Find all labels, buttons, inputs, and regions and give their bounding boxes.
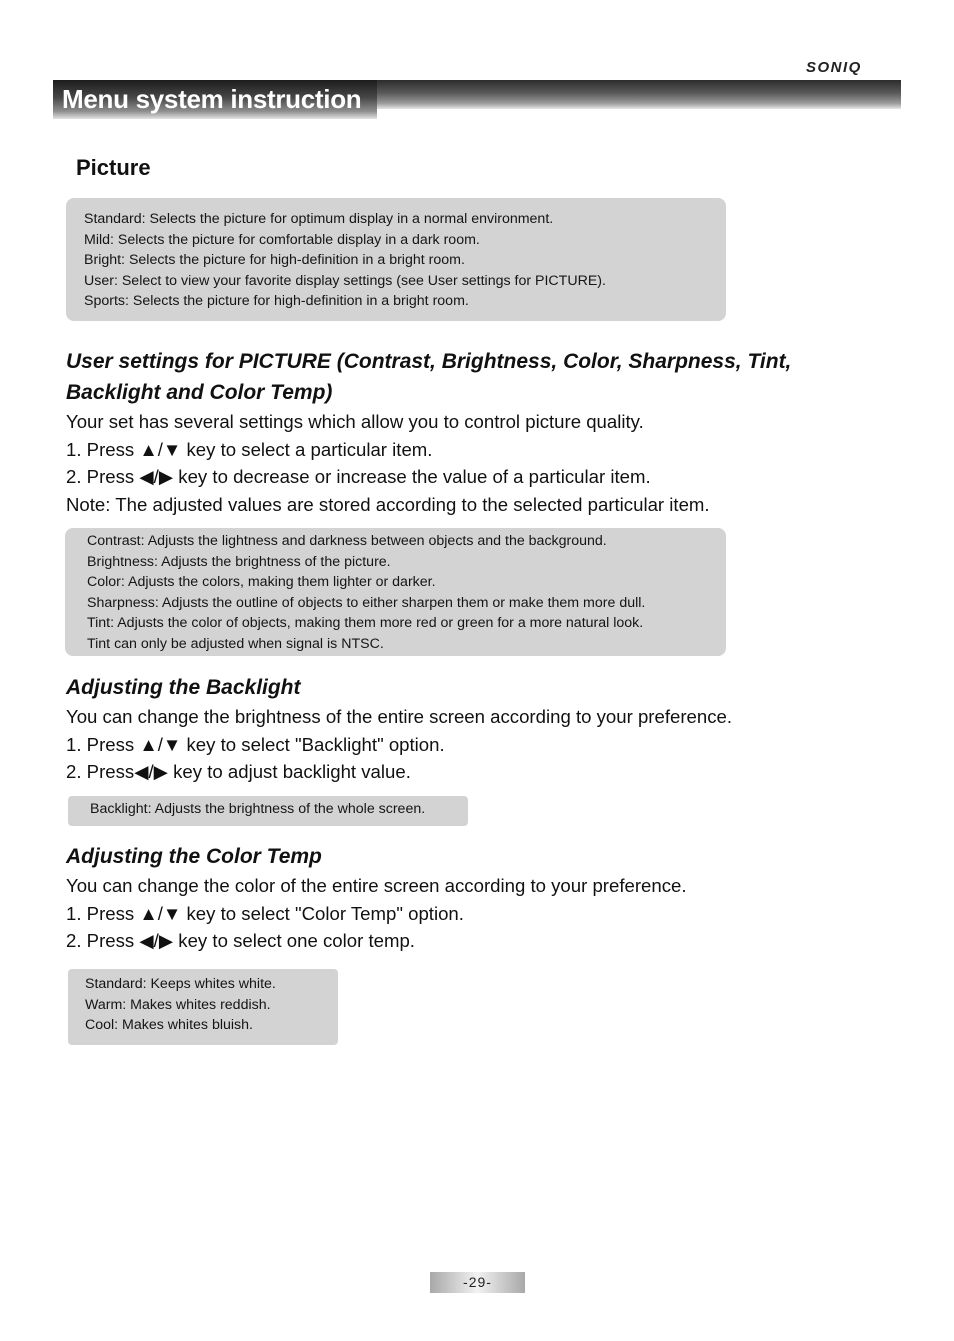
- setting-brightness: Brightness: Adjusts the brightness of the picture.: [87, 553, 391, 570]
- backlight-heading: Adjusting the Backlight: [66, 676, 301, 699]
- user-settings-step-1: 1. Press ▲/▼ key to select a particular item.: [66, 438, 433, 460]
- user-settings-intro: Your set has several settings which allow you to control picture quality.: [66, 411, 644, 432]
- user-settings-body: [66, 408, 710, 518]
- color-temp-intro: You can change the color of the entire screen according to your preference.: [66, 875, 687, 896]
- backlight-intro: You can change the brightness of the entire screen according to your preference.: [66, 706, 733, 727]
- backlight-step-2: 2. Press◀/▶ key to adjust backlight value.: [66, 761, 411, 782]
- setting-tint-note: Tint can only be adjusted when signal is NTSC.: [87, 635, 384, 652]
- user-settings-step-2: 2. Press ◀/▶ key to decrease or increase the value of a particular item.: [66, 466, 651, 487]
- page-number: -29-: [430, 1272, 525, 1293]
- backlight-body: [66, 703, 732, 786]
- picture-mode-user: User: Select to view your favorite display settings (see User settings for PICTURE).: [84, 272, 606, 289]
- picture-mode-bright: Bright: Selects the picture for high-definition in a bright room.: [84, 252, 465, 269]
- backlight-box: [68, 796, 468, 826]
- color-temp-warm: Warm: Makes whites reddish.: [85, 996, 271, 1013]
- brand-logo: SONIQ: [806, 59, 862, 76]
- color-temp-box: [68, 969, 338, 1045]
- setting-contrast: Contrast: Adjusts the lightness and darkness between objects and the background.: [87, 533, 607, 549]
- backlight-description: Backlight: Adjusts the brightness of the whole screen.: [90, 801, 426, 817]
- color-temp-standard: Standard: Keeps whites white.: [85, 976, 276, 992]
- user-settings-heading-line2: Backlight and Color Temp): [66, 381, 333, 404]
- color-temp-heading: Adjusting the Color Temp: [66, 845, 322, 868]
- color-temp-cool: Cool: Makes whites bluish.: [85, 1017, 253, 1034]
- setting-color: Color: Adjusts the colors, making them lighter or darker.: [87, 574, 436, 591]
- setting-sharpness: Sharpness: Adjusts the outline of objects to either sharpen them or make them more dull.: [87, 594, 646, 611]
- user-settings-heading-line1: User settings for PICTURE (Contrast, Brightness, Color, Sharpness, Tint,: [66, 350, 792, 373]
- backlight-step-1: 1. Press ▲/▼ key to select "Backlight" option.: [66, 733, 445, 755]
- page-title: Menu system instruction: [62, 84, 362, 114]
- setting-tint: Tint: Adjusts the color of objects, making them more red or green for a more natural look.: [87, 615, 644, 632]
- color-temp-step-2: 2. Press ◀/▶ key to select one color temp.: [66, 930, 415, 951]
- section-heading-picture: Picture: [76, 155, 151, 180]
- color-temp-body: [66, 872, 687, 955]
- color-temp-step-1: 1. Press ▲/▼ key to select "Color Temp" option.: [66, 902, 464, 924]
- picture-mode-standard: Standard: Selects the picture for optimum display in a normal environment.: [84, 211, 554, 227]
- picture-modes-box: [66, 198, 726, 321]
- user-settings-note: Note: The adjusted values are stored according to the selected particular item.: [66, 493, 710, 515]
- picture-mode-mild: Mild: Selects the picture for comfortable display in a dark room.: [84, 231, 480, 248]
- picture-mode-sports: Sports: Selects the picture for high-definition in a bright room.: [84, 293, 469, 310]
- user-settings-box: [65, 528, 726, 656]
